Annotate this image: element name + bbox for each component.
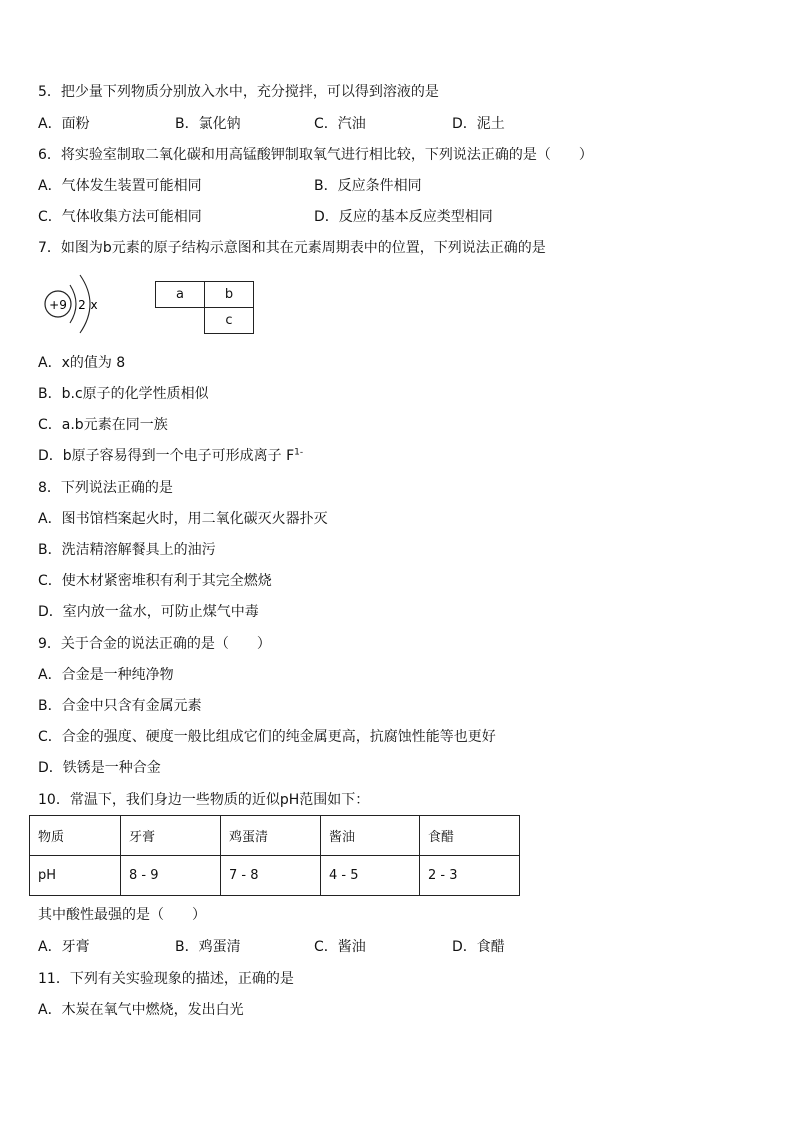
q7-option-b: B．b.c原子的化学性质相似 xyxy=(38,386,209,402)
ph-table xyxy=(29,815,520,896)
ion-charge-superscript: 1- xyxy=(294,447,304,458)
q8-option-c: C．使木材紧密堆积有利于其完全燃烧 xyxy=(38,573,272,589)
ph-value-cell: 7 - 8 xyxy=(221,856,321,896)
periodic-cell-b: b xyxy=(204,281,254,308)
q10-option-c: C．酱油 xyxy=(314,939,366,955)
q8-option-b: B．洗洁精溶解餐具上的油污 xyxy=(38,542,216,558)
q10-option-d: D．食醋 xyxy=(452,939,505,955)
ph-header-cell: 物质 xyxy=(30,816,121,856)
q8-option-d: D．室内放一盆水，可防止煤气中毒 xyxy=(38,604,259,620)
q10-option-a: A．牙膏 xyxy=(38,939,90,955)
ph-table-header-row xyxy=(30,816,520,856)
q8-option-a: A．图书馆档案起火时，用二氧化碳灭火器扑灭 xyxy=(38,511,328,527)
q7-option-a: A．x的值为 8 xyxy=(38,355,126,371)
q5-option-b: B．氯化钠 xyxy=(175,116,241,132)
ph-header-cell: 酱油 xyxy=(321,816,420,856)
q11-option-a: A．木炭在氧气中燃烧，发出白光 xyxy=(38,1002,244,1018)
ph-value-cell: 4 - 5 xyxy=(321,856,420,896)
q5-option-a: A．面粉 xyxy=(38,116,90,132)
q9-option-b: B．合金中只含有金属元素 xyxy=(38,698,202,714)
shell2-electrons: x xyxy=(90,298,98,312)
periodic-cell-a: a xyxy=(155,281,205,308)
periodic-cell-c: c xyxy=(204,307,254,334)
q8-stem: 8．下列说法正确的是 xyxy=(38,480,173,496)
q10-stem: 10．常温下，我们身边一些物质的近似pH范围如下： xyxy=(38,792,370,808)
q7-option-d xyxy=(38,447,303,465)
q6-option-a: A．气体发生装置可能相同 xyxy=(38,178,202,194)
q5-option-c: C．汽油 xyxy=(314,116,366,132)
q7-option-c: C．a.b元素在同一族 xyxy=(38,417,168,433)
ph-value-cell: pH xyxy=(30,856,121,896)
q11-stem: 11．下列有关实验现象的描述，正确的是 xyxy=(38,971,294,987)
q9-option-a: A．合金是一种纯净物 xyxy=(38,667,174,683)
ph-value-cell: 2 - 3 xyxy=(420,856,520,896)
q10-option-b: B．鸡蛋清 xyxy=(175,939,241,955)
q6-option-d: D．反应的基本反应类型相同 xyxy=(314,209,493,225)
atom-structure-diagram xyxy=(40,270,110,338)
ph-header-cell: 牙膏 xyxy=(121,816,221,856)
ph-table-value-row xyxy=(30,856,520,896)
ph-header-cell: 鸡蛋清 xyxy=(221,816,321,856)
q6-option-c: C．气体收集方法可能相同 xyxy=(38,209,202,225)
nucleus-charge: +9 xyxy=(49,298,67,312)
q5-stem: 5．把少量下列物质分别放入水中，充分搅拌，可以得到溶液的是 xyxy=(38,84,439,100)
q7-option-d-text: D．b原子容易得到一个电子可形成离子 F xyxy=(38,448,295,464)
q9-option-c: C．合金的强度、硬度一般比组成它们的纯金属更高，抗腐蚀性能等也更好 xyxy=(38,729,496,745)
q6-option-b: B．反应条件相同 xyxy=(314,178,422,194)
ph-header-cell: 食醋 xyxy=(420,816,520,856)
q9-option-d: D．铁锈是一种合金 xyxy=(38,760,161,776)
q5-option-d: D．泥土 xyxy=(452,116,505,132)
q7-stem: 7．如图为b元素的原子结构示意图和其在元素周期表中的位置，下列说法正确的是 xyxy=(38,240,546,256)
q10-sub-question: 其中酸性最强的是（ ） xyxy=(38,907,206,923)
q9-stem: 9．关于合金的说法正确的是（ ） xyxy=(38,636,271,652)
q6-stem: 6．将实验室制取二氧化碳和用高锰酸钾制取氧气进行相比较，下列说法正确的是（ ） xyxy=(38,147,593,163)
shell1-electrons: 2 xyxy=(78,298,86,312)
ph-value-cell: 8 - 9 xyxy=(121,856,221,896)
